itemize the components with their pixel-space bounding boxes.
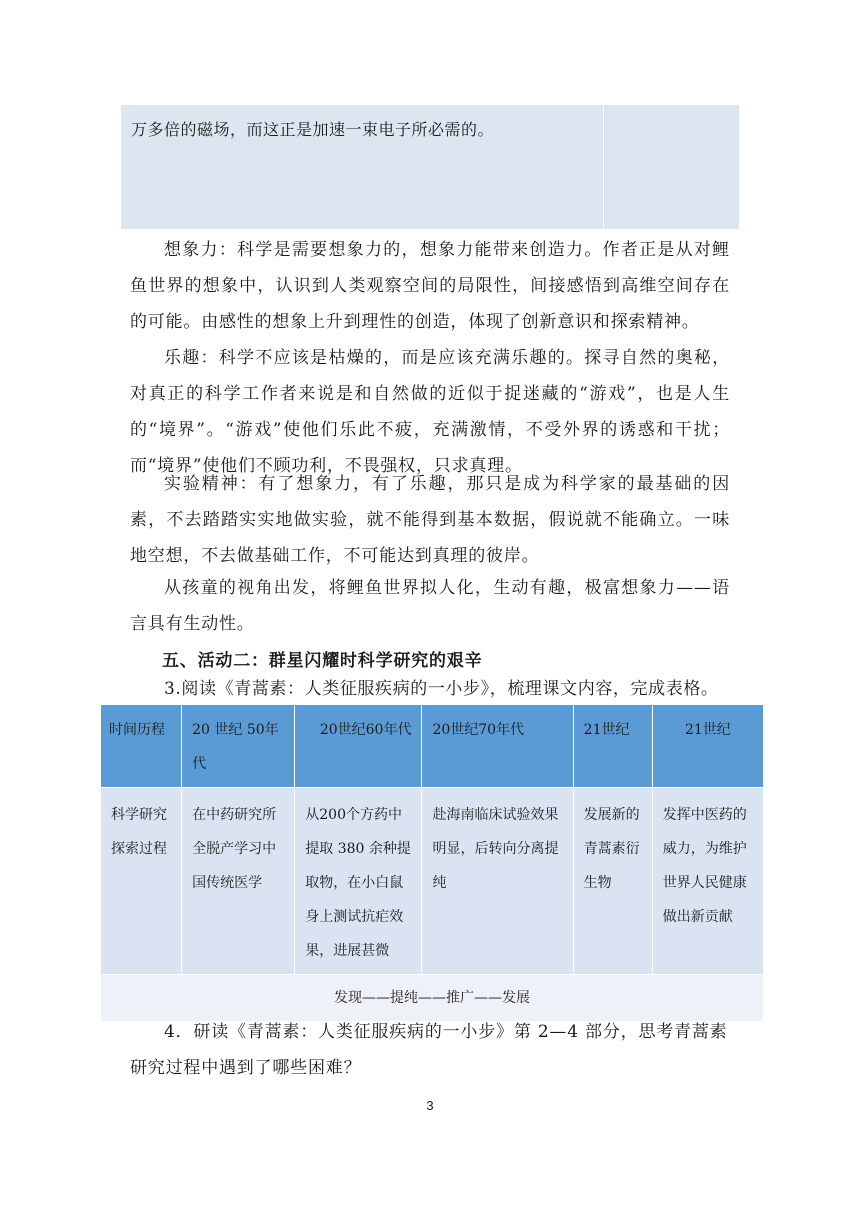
table-cell-empty	[604, 105, 740, 230]
table-header-cell: 20世纪60年代	[295, 705, 422, 788]
research-table	[100, 704, 764, 1022]
question-4: 4．研读《青蒿素：人类征服疾病的一小步》第 2—4 部分，思考青蒿素研究过程中遇到了哪些困难？	[130, 1022, 728, 1078]
table-header-row	[101, 705, 764, 788]
table-header-cell: 21世纪	[573, 705, 652, 788]
table-header-cell: 21世纪	[652, 705, 763, 788]
table-body-row	[101, 788, 764, 975]
table-cell: 发挥中医药的威力，为维护世界人民健康做出新贡献	[652, 788, 763, 975]
table-cell-text: 万多倍的磁场，而这正是加速一束电子所必需的。	[121, 105, 604, 230]
table-header-cell: 20世纪70年代	[422, 705, 573, 788]
continued-table	[120, 104, 740, 230]
table-cell: 发展新的青蒿素衍生物	[573, 788, 652, 975]
table-header-cell: 时间历程	[101, 705, 182, 788]
paragraph-fun: 乐趣：科学不应该是枯燥的，而是应该充满乐趣的。探寻自然的奥秘，对真正的科学工作者来说是和自然做的近似于捉迷藏的“游戏”，也是人生的“境界”。“游戏”使他们乐此不疲，充满激情，不受外界的诱惑和干扰；而“境界”使他们不顾功利，不畏强权，只求真理。	[130, 348, 730, 476]
section-heading: 五、活动二：群星闪耀时科学研究的艰辛	[162, 651, 483, 671]
page-number: 3	[426, 1098, 434, 1113]
question-3: 3.阅读《青蒿素：人类征服疾病的一小步》，梳理课文内容，完成表格。	[164, 679, 719, 699]
paragraph-experiment: 实验精神：有了想象力，有了乐趣，那只是成为科学家的最基础的因素，不去踏踏实实地做实验，就不能得到基本数据，假说就不能确立。一味地空想，不去做基础工作，不可能达到真理的彼岸。	[130, 474, 730, 566]
table-cell: 赴海南临床试验效果明显，后转向分离提纯	[422, 788, 573, 975]
table-cell: 从200个方药中提取 380 余种提取物，在小白鼠身上测试抗疟效果，进展甚微	[295, 788, 422, 975]
table-cell: 在中药研究所全脱产学习中国传统医学	[182, 788, 295, 975]
table-footer-cell: 发现——提纯——推广——发展	[101, 975, 764, 1022]
table-header-cell: 20 世纪 50年代	[182, 705, 295, 788]
paragraph-imagination: 想象力：科学是需要想象力的，想象力能带来创造力。作者正是从对鲤鱼世界的想象中，认识到人类观察空间的局限性，间接感悟到高维空间存在的可能。由感性的想象上升到理性的创造，体现了创新意识和探索精神。	[130, 240, 730, 332]
table-cell: 科学研究探索过程	[101, 788, 182, 975]
paragraph-language: 从孩童的视角出发，将鲤鱼世界拟人化，生动有趣，极富想象力——语言具有生动性。	[130, 578, 730, 634]
